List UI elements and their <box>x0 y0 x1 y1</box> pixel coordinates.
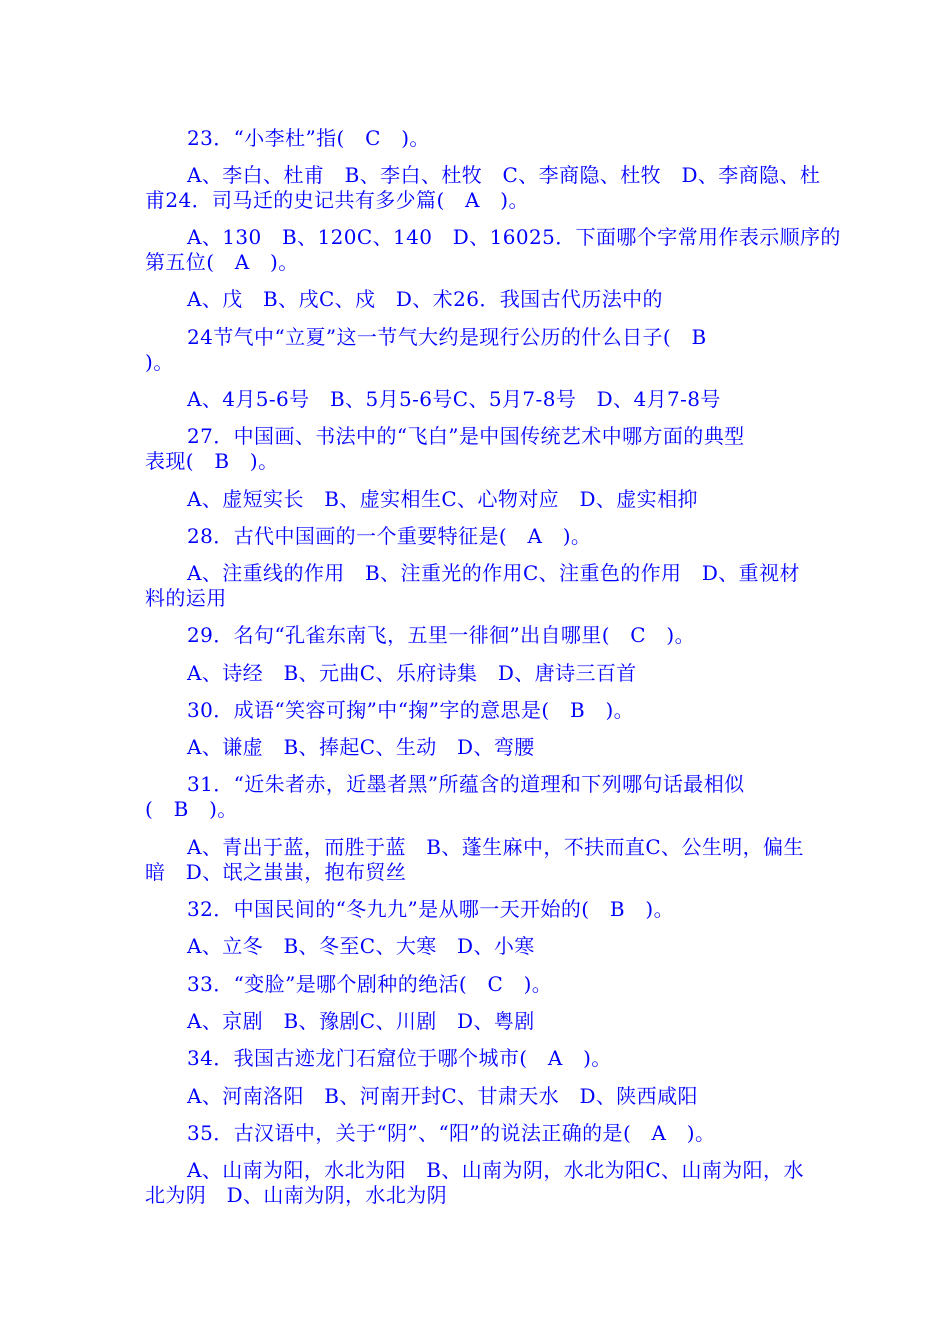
options-31: A、青出于蓝，而胜于蓝 B、蓬生麻中，不扶而直C、公生明，偏生 <box>187 835 804 859</box>
options-29: A、诗经 B、元曲C、乐府诗集 D、唐诗三百首 <box>187 661 637 685</box>
question-26-cont: )。 <box>145 350 174 374</box>
question-29: 29．名句“孔雀东南飞，五里一徘徊”出自哪里( C )。 <box>187 623 696 647</box>
options-35: A、山南为阳，水北为阳 B、山南为阴，水北为阳C、山南为阳，水 <box>187 1158 804 1182</box>
question-33: 33．“变脸”是哪个剧种的绝活( C )。 <box>187 972 553 996</box>
options-35-cont: 北为阴 D、山南为阴，水北为阴 <box>145 1183 448 1207</box>
question-24: 甫24．司马迁的史记共有多少篇( A )。 <box>145 188 529 212</box>
question-25-cont: 第五位( A )。 <box>145 250 299 274</box>
options-28: A、注重线的作用 B、注重光的作用C、注重色的作用 D、重视材 <box>187 561 800 585</box>
question-27-cont: 表现( B )。 <box>145 449 279 473</box>
options-26: A、4月5-6号 B、5月5-6号C、5月7-8号 D、4月7-8号 <box>187 387 721 411</box>
question-32: 32．中国民间的“冬九九”是从哪一天开始的( B )。 <box>187 897 675 921</box>
options-32: A、立冬 B、冬至C、大寒 D、小寒 <box>187 934 535 958</box>
question-23: 23．“小李杜”指( C )。 <box>187 126 430 150</box>
options-30: A、谦虚 B、捧起C、生动 D、弯腰 <box>187 735 535 759</box>
options-27: A、虚短实长 B、虚实相生C、心物对应 D、虚实相抑 <box>187 487 698 511</box>
options-28-cont: 料的运用 <box>145 586 227 610</box>
question-35: 35．古汉语中，关于“阴”、“阳”的说法正确的是( A )。 <box>187 1121 716 1145</box>
question-34: 34．我国古迹龙门石窟位于哪个城市( A )。 <box>187 1046 612 1070</box>
question-31: 31．“近朱者赤，近墨者黑”所蕴含的道理和下列哪句话最相似 <box>187 772 745 796</box>
question-28: 28．古代中国画的一个重要特征是( A )。 <box>187 524 592 548</box>
options-23: A、李白、杜甫 B、李白、杜牧 C、李商隐、杜牧 D、李商隐、杜 <box>187 163 821 187</box>
options-33: A、京剧 B、豫剧C、川剧 D、粤剧 <box>187 1009 535 1033</box>
question-30: 30．成语“笑容可掬”中“掬”字的意思是( B )。 <box>187 698 635 722</box>
options-31-cont: 暗 D、氓之蚩蚩，抱布贸丝 <box>145 860 407 884</box>
options-25: A、戊 B、戌C、戍 D、术26．我国古代历法中的 <box>187 287 663 311</box>
options-34: A、河南洛阳 B、河南开封C、甘肃天水 D、陕西咸阳 <box>187 1084 698 1108</box>
question-26: 24节气中“立夏”这一节气大约是现行公历的什么日子( B <box>187 325 707 349</box>
question-31-cont: ( B )。 <box>145 797 238 821</box>
question-27: 27．中国画、书法中的“飞白”是中国传统艺术中哪方面的典型 <box>187 424 745 448</box>
options-24: A、130 B、120C、140 D、16025．下面哪个字常用作表示顺序的 <box>187 225 841 249</box>
